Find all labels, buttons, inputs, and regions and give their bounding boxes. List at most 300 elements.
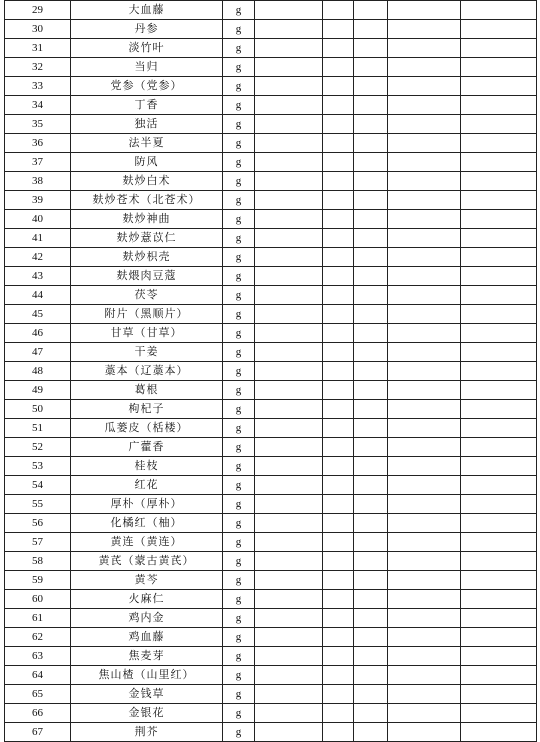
empty-cell [323,590,354,609]
row-number-cell: 59 [5,571,71,590]
empty-cell [354,514,388,533]
unit-cell: g [223,438,255,457]
unit-cell: g [223,362,255,381]
empty-cell [354,267,388,286]
empty-cell [388,704,461,723]
empty-cell [388,134,461,153]
herb-name-cell: 葛根 [71,381,223,400]
empty-cell [461,172,537,191]
empty-cell [323,704,354,723]
empty-cell [354,324,388,343]
row-number-cell: 42 [5,248,71,267]
empty-cell [388,39,461,58]
row-number-cell: 36 [5,134,71,153]
table-row [5,400,537,419]
empty-cell [255,305,323,324]
empty-cell [354,533,388,552]
empty-cell [323,666,354,685]
empty-cell [388,210,461,229]
empty-cell [323,39,354,58]
table-row [5,495,537,514]
empty-cell [255,115,323,134]
empty-cell [323,571,354,590]
empty-cell [354,115,388,134]
row-number-cell: 48 [5,362,71,381]
empty-cell [461,248,537,267]
row-number-cell: 38 [5,172,71,191]
empty-cell [255,229,323,248]
empty-cell [388,20,461,39]
empty-cell [388,96,461,115]
empty-cell [323,96,354,115]
empty-cell [461,267,537,286]
empty-cell [354,191,388,210]
empty-cell [388,590,461,609]
empty-cell [255,343,323,362]
empty-cell [255,381,323,400]
empty-cell [388,514,461,533]
row-number-cell: 41 [5,229,71,248]
empty-cell [461,191,537,210]
herb-name-cell: 荆芥 [71,723,223,742]
empty-cell [323,172,354,191]
empty-cell [388,685,461,704]
empty-cell [461,96,537,115]
empty-cell [323,58,354,77]
empty-cell [354,609,388,628]
table-row [5,457,537,476]
empty-cell [323,324,354,343]
table-row [5,552,537,571]
empty-cell [323,286,354,305]
row-number-cell: 64 [5,666,71,685]
row-number-cell: 39 [5,191,71,210]
empty-cell [323,419,354,438]
unit-cell: g [223,552,255,571]
empty-cell [354,286,388,305]
empty-cell [255,286,323,305]
herb-name-cell: 麸炒苍术（北苍术） [71,191,223,210]
empty-cell [323,628,354,647]
empty-cell [354,704,388,723]
unit-cell: g [223,400,255,419]
empty-cell [255,210,323,229]
herb-name-cell: 麸炒神曲 [71,210,223,229]
empty-cell [323,229,354,248]
herb-name-cell: 黄连（黄连） [71,533,223,552]
row-number-cell: 33 [5,77,71,96]
empty-cell [388,305,461,324]
herb-name-cell: 厚朴（厚朴） [71,495,223,514]
empty-cell [255,20,323,39]
table-row [5,153,537,172]
empty-cell [354,134,388,153]
empty-cell [461,438,537,457]
row-number-cell: 67 [5,723,71,742]
empty-cell [461,609,537,628]
empty-cell [255,552,323,571]
empty-cell [255,134,323,153]
herb-name-cell: 藁本（辽藁本） [71,362,223,381]
table-row [5,134,537,153]
empty-cell [354,381,388,400]
empty-cell [323,495,354,514]
row-number-cell: 43 [5,267,71,286]
empty-cell [255,362,323,381]
empty-cell [461,286,537,305]
unit-cell: g [223,685,255,704]
empty-cell [255,39,323,58]
empty-cell [255,457,323,476]
empty-cell [323,552,354,571]
row-number-cell: 51 [5,419,71,438]
table-row [5,419,537,438]
herb-name-cell: 火麻仁 [71,590,223,609]
empty-cell [388,229,461,248]
empty-cell [388,571,461,590]
empty-cell [461,77,537,96]
empty-cell [388,58,461,77]
table-row [5,191,537,210]
herb-name-cell: 麸煨肉豆蔻 [71,267,223,286]
row-number-cell: 34 [5,96,71,115]
empty-cell [388,191,461,210]
empty-cell [461,628,537,647]
empty-cell [461,210,537,229]
empty-cell [255,666,323,685]
empty-cell [461,134,537,153]
row-number-cell: 56 [5,514,71,533]
herb-name-cell: 防风 [71,153,223,172]
empty-cell [461,1,537,20]
empty-cell [255,248,323,267]
empty-cell [323,476,354,495]
unit-cell: g [223,134,255,153]
empty-cell [323,362,354,381]
unit-cell: g [223,476,255,495]
unit-cell: g [223,324,255,343]
empty-cell [354,628,388,647]
row-number-cell: 61 [5,609,71,628]
unit-cell: g [223,77,255,96]
empty-cell [323,647,354,666]
empty-cell [461,229,537,248]
empty-cell [255,419,323,438]
empty-cell [388,343,461,362]
empty-cell [255,172,323,191]
empty-cell [461,381,537,400]
empty-cell [323,20,354,39]
herb-name-cell: 焦麦芽 [71,647,223,666]
empty-cell [255,267,323,286]
herb-name-cell: 党参（党参） [71,77,223,96]
empty-cell [354,590,388,609]
herb-name-cell: 甘草（甘草） [71,324,223,343]
herb-name-cell: 鸡内金 [71,609,223,628]
unit-cell: g [223,229,255,248]
empty-cell [461,552,537,571]
empty-cell [461,685,537,704]
empty-cell [354,495,388,514]
herb-name-cell: 金银花 [71,704,223,723]
empty-cell [354,305,388,324]
row-number-cell: 44 [5,286,71,305]
herb-name-cell: 化橘红（柚） [71,514,223,533]
table-row [5,609,537,628]
empty-cell [461,58,537,77]
unit-cell: g [223,628,255,647]
unit-cell: g [223,419,255,438]
unit-cell: g [223,1,255,20]
row-number-cell: 37 [5,153,71,172]
row-number-cell: 55 [5,495,71,514]
table-row [5,39,537,58]
empty-cell [323,115,354,134]
herb-name-cell: 法半夏 [71,134,223,153]
herb-name-cell: 淡竹叶 [71,39,223,58]
table-row [5,362,537,381]
unit-cell: g [223,343,255,362]
unit-cell: g [223,20,255,39]
empty-cell [388,153,461,172]
empty-cell [461,647,537,666]
empty-cell [255,571,323,590]
empty-cell [354,457,388,476]
empty-cell [388,457,461,476]
empty-cell [354,248,388,267]
empty-cell [354,153,388,172]
empty-cell [255,476,323,495]
row-number-cell: 40 [5,210,71,229]
herb-name-cell: 大血藤 [71,1,223,20]
unit-cell: g [223,533,255,552]
unit-cell: g [223,191,255,210]
empty-cell [461,343,537,362]
herb-name-cell: 瓜蒌皮（栝楼） [71,419,223,438]
herb-name-cell: 鸡血藤 [71,628,223,647]
row-number-cell: 58 [5,552,71,571]
empty-cell [354,343,388,362]
herb-name-cell: 黄芪（蒙古黄芪） [71,552,223,571]
unit-cell: g [223,248,255,267]
empty-cell [388,628,461,647]
herb-name-cell: 丹参 [71,20,223,39]
unit-cell: g [223,153,255,172]
empty-cell [354,647,388,666]
unit-cell: g [223,115,255,134]
row-number-cell: 32 [5,58,71,77]
herb-name-cell: 金钱草 [71,685,223,704]
empty-cell [388,533,461,552]
empty-cell [354,210,388,229]
unit-cell: g [223,58,255,77]
unit-cell: g [223,305,255,324]
table-row [5,590,537,609]
empty-cell [388,476,461,495]
empty-cell [323,77,354,96]
table-row [5,685,537,704]
row-number-cell: 35 [5,115,71,134]
empty-cell [255,400,323,419]
row-number-cell: 53 [5,457,71,476]
unit-cell: g [223,381,255,400]
empty-cell [354,362,388,381]
empty-cell [323,210,354,229]
empty-cell [461,590,537,609]
table-row [5,476,537,495]
empty-cell [323,1,354,20]
table-row [5,20,537,39]
empty-cell [255,704,323,723]
unit-cell: g [223,39,255,58]
empty-cell [323,533,354,552]
empty-cell [354,96,388,115]
herb-name-cell: 桂枝 [71,457,223,476]
empty-cell [388,324,461,343]
row-number-cell: 54 [5,476,71,495]
empty-cell [461,419,537,438]
herb-name-cell: 附片（黑顺片） [71,305,223,324]
empty-cell [461,324,537,343]
empty-cell [354,229,388,248]
unit-cell: g [223,495,255,514]
empty-cell [354,666,388,685]
empty-cell [354,438,388,457]
unit-cell: g [223,704,255,723]
row-number-cell: 49 [5,381,71,400]
table-row [5,96,537,115]
empty-cell [461,571,537,590]
empty-cell [388,267,461,286]
empty-cell [388,286,461,305]
herb-price-table [4,0,537,742]
empty-cell [388,419,461,438]
herb-name-cell: 麸炒薏苡仁 [71,229,223,248]
row-number-cell: 30 [5,20,71,39]
table-row [5,58,537,77]
empty-cell [255,96,323,115]
empty-cell [255,77,323,96]
empty-cell [255,495,323,514]
row-number-cell: 29 [5,1,71,20]
unit-cell: g [223,286,255,305]
table-row [5,229,537,248]
unit-cell: g [223,609,255,628]
unit-cell: g [223,590,255,609]
table-row [5,343,537,362]
row-number-cell: 45 [5,305,71,324]
empty-cell [388,115,461,134]
row-number-cell: 65 [5,685,71,704]
empty-cell [323,343,354,362]
empty-cell [323,400,354,419]
table-row [5,324,537,343]
empty-cell [323,248,354,267]
empty-cell [255,685,323,704]
herb-name-cell: 独活 [71,115,223,134]
empty-cell [354,476,388,495]
table-row [5,533,537,552]
empty-cell [388,362,461,381]
empty-cell [323,685,354,704]
unit-cell: g [223,647,255,666]
herb-name-cell: 黄芩 [71,571,223,590]
empty-cell [323,191,354,210]
empty-cell [323,457,354,476]
table-row [5,77,537,96]
table-row [5,514,537,533]
empty-cell [323,609,354,628]
herb-name-cell: 广藿香 [71,438,223,457]
empty-cell [388,381,461,400]
empty-cell [354,400,388,419]
empty-cell [388,438,461,457]
empty-cell [354,552,388,571]
table-row [5,628,537,647]
row-number-cell: 57 [5,533,71,552]
empty-cell [461,115,537,134]
table-row [5,704,537,723]
row-number-cell: 46 [5,324,71,343]
table-row [5,210,537,229]
empty-cell [255,533,323,552]
empty-cell [255,514,323,533]
empty-cell [461,666,537,685]
herb-name-cell: 枸杞子 [71,400,223,419]
table-row [5,286,537,305]
herb-name-cell: 丁香 [71,96,223,115]
empty-cell [255,628,323,647]
table-row [5,115,537,134]
empty-cell [388,248,461,267]
unit-cell: g [223,210,255,229]
herb-name-cell: 干姜 [71,343,223,362]
herb-name-cell: 焦山楂（山里红） [71,666,223,685]
empty-cell [255,609,323,628]
empty-cell [323,305,354,324]
row-number-cell: 66 [5,704,71,723]
empty-cell [323,381,354,400]
row-number-cell: 60 [5,590,71,609]
empty-cell [255,191,323,210]
table-row [5,381,537,400]
empty-cell [461,457,537,476]
empty-cell [461,476,537,495]
empty-cell [461,153,537,172]
table-row [5,647,537,666]
empty-cell [255,324,323,343]
empty-cell [255,1,323,20]
empty-cell [323,438,354,457]
empty-cell [388,1,461,20]
table-row [5,571,537,590]
row-number-cell: 31 [5,39,71,58]
empty-cell [388,172,461,191]
table-row [5,438,537,457]
empty-cell [388,666,461,685]
empty-cell [388,77,461,96]
empty-cell [354,172,388,191]
empty-cell [461,533,537,552]
herb-name-cell: 红花 [71,476,223,495]
table-row [5,1,537,20]
row-number-cell: 50 [5,400,71,419]
empty-cell [354,39,388,58]
empty-cell [255,647,323,666]
empty-cell [461,20,537,39]
empty-cell [388,400,461,419]
empty-cell [461,495,537,514]
